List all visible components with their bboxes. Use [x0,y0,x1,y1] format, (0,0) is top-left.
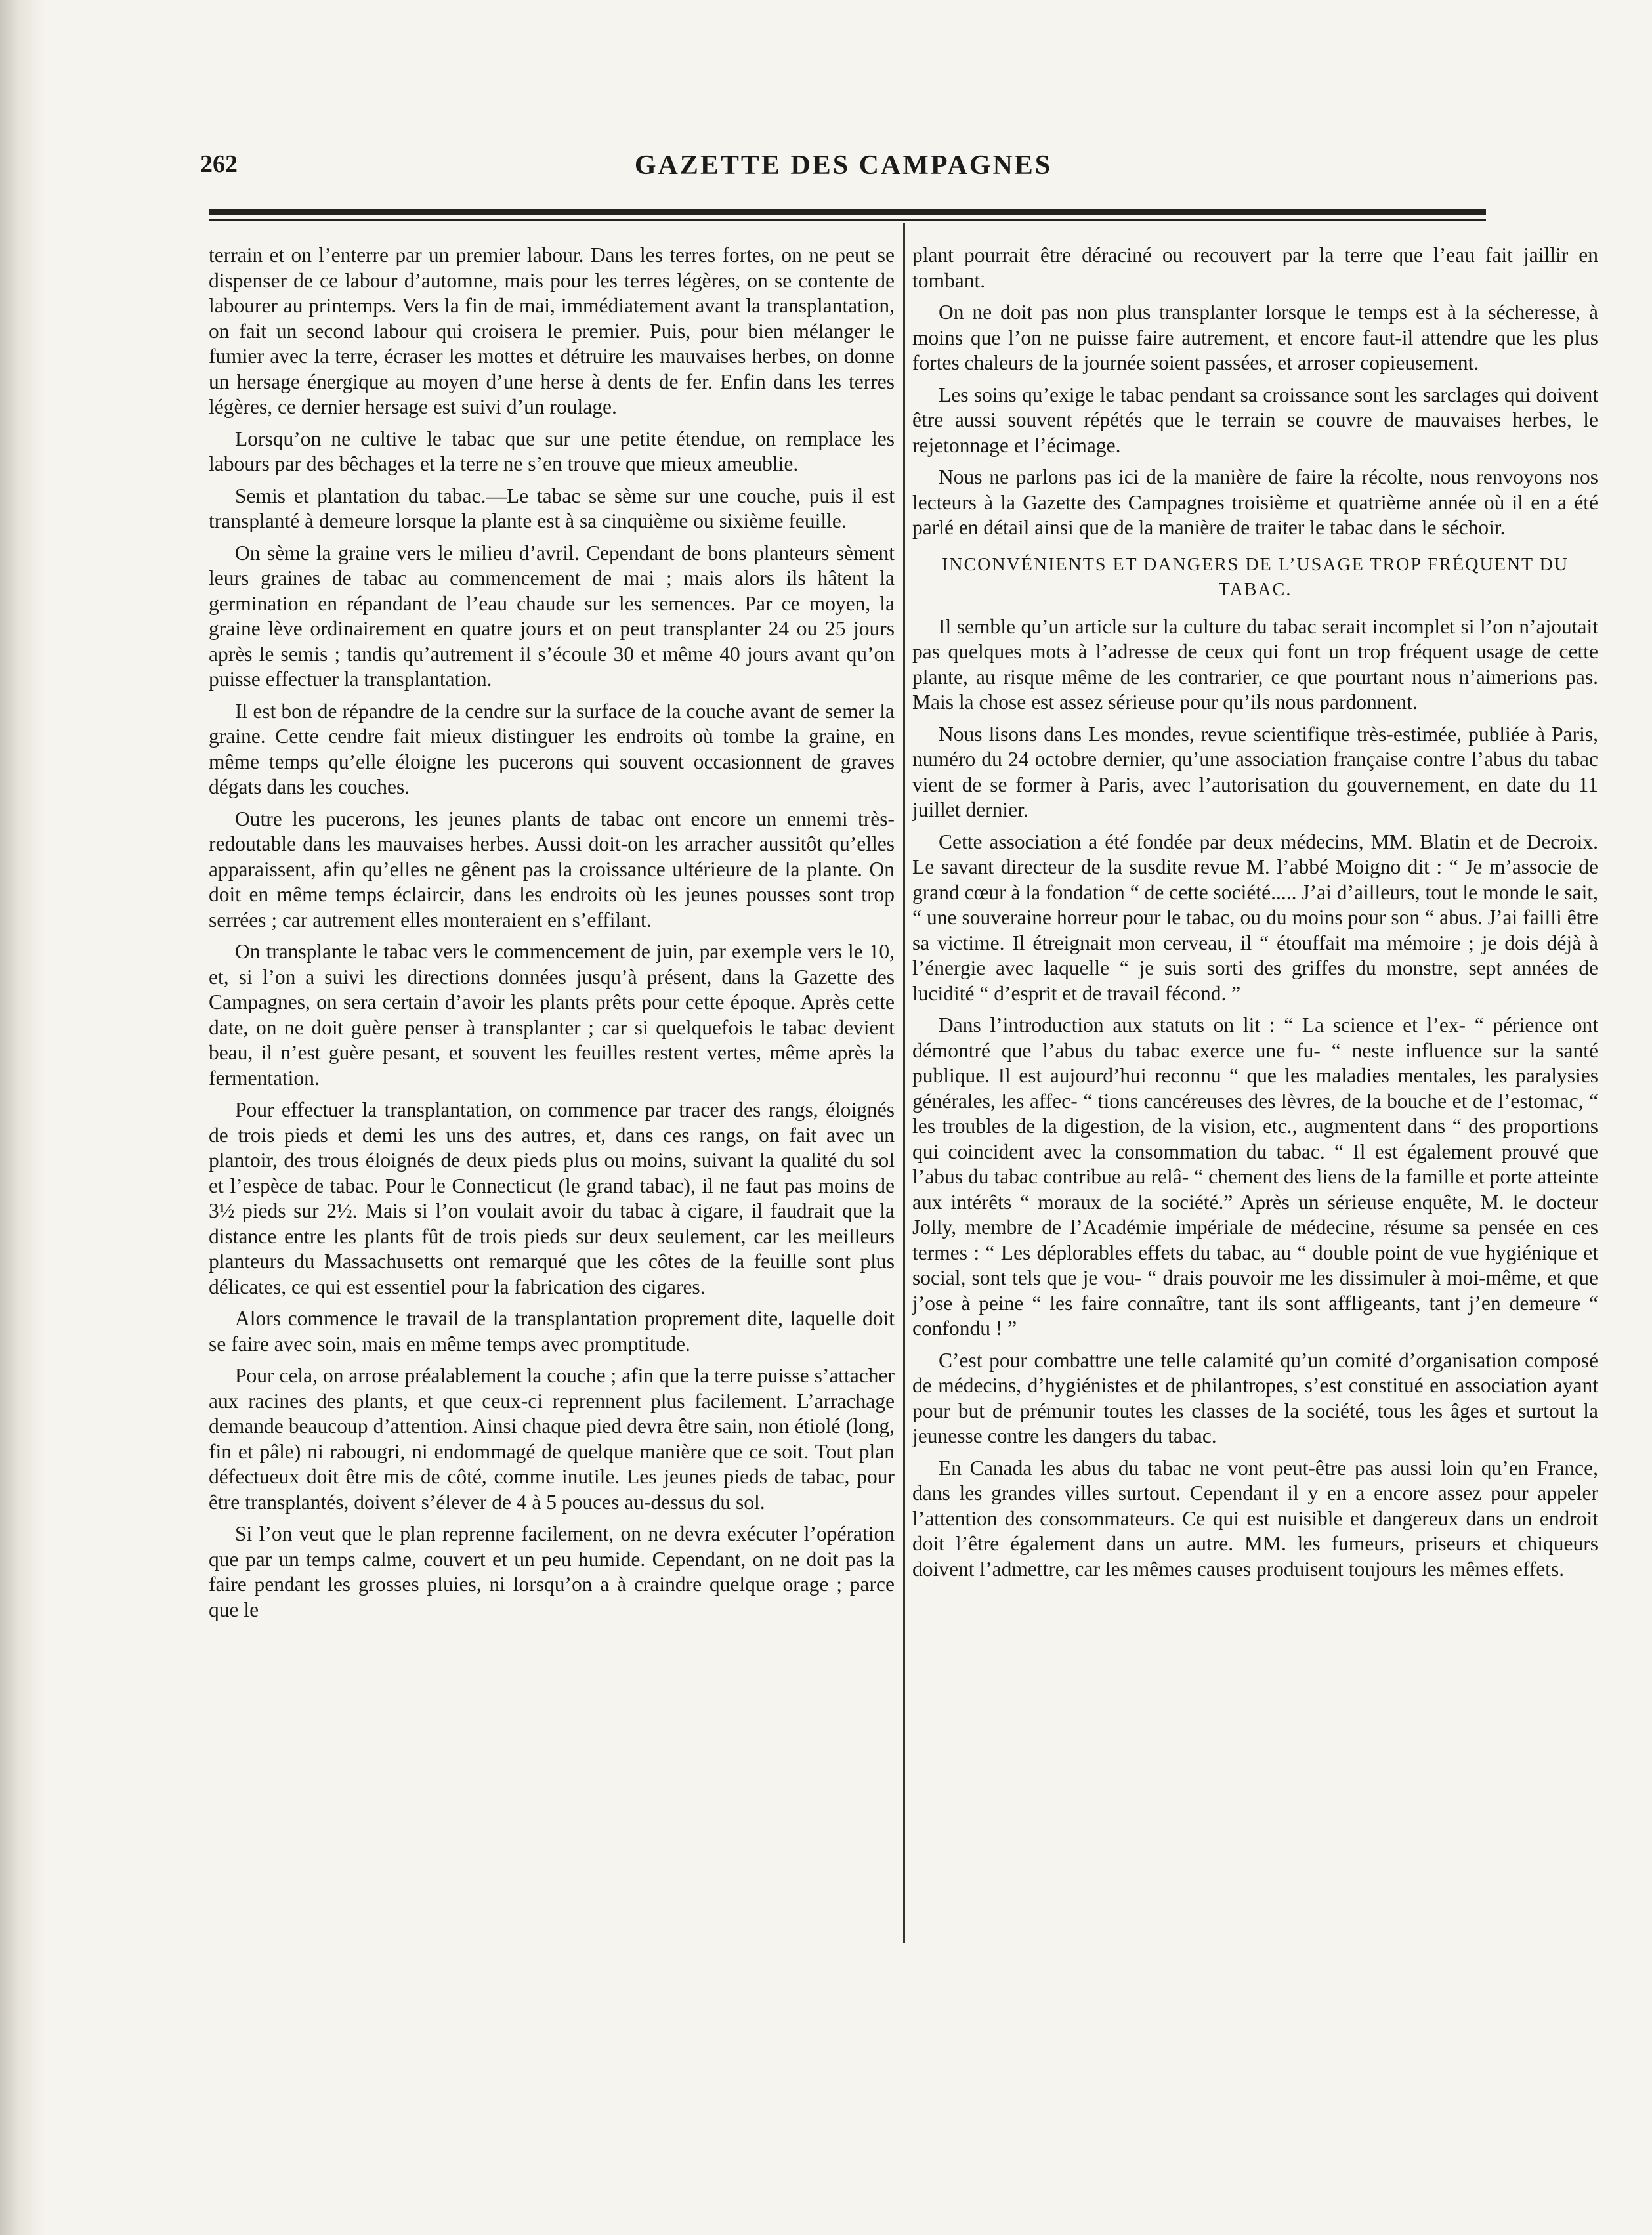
paragraph: terrain et on l’enterre par un premier labour. Dans les terres fortes, on ne peut se dispenser de ce labour d’automne, mais pour les terres légères, on se contente de labourer au printemps. Vers la fin de mai, immédiatement avant la transplantation, on fait un second labour qui croisera le premier. Puis, pour bien mélanger le fumier avec la terre, écraser les mottes et détruire les mauvaises herbes, on donne un hersage énergique au moyen d’une herse à dents de fer. Enfin dans les terres légères, ce dernier hersage est suivi d’un roulage. [209,244,895,418]
paragraph: En Canada les abus du tabac ne vont peut-être pas aussi loin qu’en France, dans les grandes villes surtout. Cependant il y en a encore assez pour appeler l’attention des consommateurs. Ce qui est nuisible et dangereux dans un endroit doit l’être également dans un autre. MM. les fumeurs, priseurs et chiqueurs doivent l’admettre, car les mêmes causes produisent toujours les mêmes effets. [912,1456,1598,1581]
paragraph: Nous ne parlons pas ici de la manière de faire la récolte, nous renvoyons nos lecteurs à la Gazette des Campagnes troisième et quatrième année où il en a été parlé en détail ainsi que de la manière de traiter le tabac dans le séchoir. [912,465,1598,539]
header-rule-thin [209,219,1486,221]
paragraph: Pour effectuer la transplantation, on commence par tracer des rangs, éloignés de trois pieds et demi les uns des autres, et, dans ces rangs, on fait avec un plantoir, des trous éloignés de deux pieds plus ou moins, suivant la qualité du sol et l’espèce de tabac. Pour le Connecticut (le grand tabac), il ne faut pas moins de 3½ pieds sur 2½. Mais si l’on voulait avoir du tabac à cigare, il faudrait que la distance entre les plants fût de trois pieds sur deux seulement, car les meilleurs planteurs du Massachusetts ont remarqué que les côtes de la feuille sont plus délicates, ce qui est essentiel pour la fabrication des cigares. [209,1098,895,1298]
paragraph: Outre les pucerons, les jeunes plants de tabac ont encore un ennemi très-redoutable dans les mauvaises herbes. Aussi doit-on les arracher aussitôt qu’elles apparaissent, afin qu’elles ne gênent pas la croissance ultérieure de la plante. On doit en même temps éclaircir, dans les endroits où les jeunes pousses sont trop serrées ; car autrement elles monteraient en s’effilant. [209,807,895,931]
paragraph: plant pourrait être déraciné ou recouvert par la terre que l’eau fait jaillir en tombant. [912,244,1598,292]
scan-edge [0,0,46,2235]
paragraph: Nous lisons dans Les mondes, revue scientifique très-estimée, publiée à Paris, numéro du 24 octobre dernier, qu’une association française contre l’abus du tabac vient de se former à Paris, avec l’autorisation du gouvernement, en date du 11 juillet dernier. [912,722,1598,821]
paragraph: Dans l’introduction aux statuts on lit : “ La science et l’ex- “ périence ont démontré que l’abus du tabac exerce une fu- “ neste influence sur la santé publique. Il est aujourd’hui reconnu “ que les maladies mentales, les paralysies générales, les affec- “ tions cancéreuses des lèvres, de la bouche et de l’estomac, “ les troubles de la digestion, de la vision, etc., augmentent dans “ des proportions qui coincident avec la consommation du tabac. “ Il est également prouvé que l’abus du tabac contribue au relâ- “ chement des liens de la famille et porte atteinte aux intérêts “ moraux de la société.” Après un sérieuse enquête, M. le docteur Jolly, membre de l’Académie impériale de médecine, résume sa pensée en ces termes : “ Les déplorables effets du tabac, au “ double point de vue hygiénique et social, sont tels que je vou- “ drais pouvoir me les dissimuler à moi-même, et que j’ose à peine “ les faire connaître, tant ils sont affligeants, tant j’en demeure “ confondu ! ” [912,1013,1598,1340]
journal-title: GAZETTE DES CAMPAGNES [634,150,1053,181]
paragraph: On transplante le tabac vers le commencement de juin, par exemple vers le 10, et, si l’on a suivi les directions données jusqu’à présent, dans la Gazette des Campagnes, on sera certain d’avoir les plants prêts pour cette époque. Après cette date, on ne doit guère penser à transplanter ; car si quelquefois le tabac devient beau, il n’est guère pesant, et souvent les feuilles restent vertes, même après la fermentation. [209,940,895,1090]
paragraph: Lorsqu’on ne cultive le tabac que sur une petite étendue, on remplace les labours par des bêchages et la terre ne s’en trouve que mieux ameublie. [209,427,895,475]
paragraph: Semis et plantation du tabac.—Le tabac se sème sur une couche, puis il est transplanté à demeure lorsque la plante est à sa cinquième ou sixième feuille. [209,484,895,532]
paragraph: Pour cela, on arrose préalablement la couche ; afin que la terre puisse s’attacher aux racines des plants, et que ceux-ci reprennent plus facilement. L’arrachage demande beaucoup d’attention. Ainsi chaque pied devra être sain, non étiolé (long, fin et pâle) ni rabougri, ni endommagé de quelque manière que ce soit. Tout plan défectueux doit être mis de côté, comme inutile. Les jeunes pieds de tabac, pour être transplantés, doivent s’élever de 4 à 5 pouces au-dessus du sol. [209,1364,895,1514]
page-number: 262 [200,150,238,178]
paragraph: C’est pour combattre une telle calamité qu’un comité d’organisation composé de médecins, d’hygiénistes et de philantropes, s’est constitué en association ayant pour but de prémunir toutes les classes de la société, tous les âges et surtout la jeunesse contre les dangers du tabac. [912,1348,1598,1447]
column-divider [903,223,905,1943]
left-column [209,243,895,1629]
paragraph: Il semble qu’un article sur la culture du tabac serait incomplet si l’on n’ajoutait pas quelques mots à l’adresse de ceux qui font un trop fréquent usage de cette plante, au risque même de les contrarier, ce que pourtant nous n’aimerions pas. Mais la chose est assez sérieuse pour qu’ils nous pardonnent. [912,614,1598,713]
paragraph: On sème la graine vers le milieu d’avril. Cependant de bons planteurs sèment leurs graines de tabac au commencement de mai ; mais alors ils hâtent la germination en répandant de l’eau chaude sur les semences. Par ce moyen, la graine lève ordinairement en quatre jours et on peut transplanter 24 ou 25 jours après le semis ; tandis qu’autrement il s’écoule 30 et même 40 jours avant qu’on puisse effectuer la transplantation. [209,541,895,691]
paragraph: Alors commence le travail de la transplantation proprement dite, laquelle doit se faire avec soin, mais en même temps avec promptitude. [209,1307,895,1355]
section-title: INCONVÉNIENTS ET DANGERS DE L’USAGE TROP FRÉQUENT DU TABAC. [941,554,1569,600]
page-header [200,150,1487,189]
paragraph: Cette association a été fondée par deux médecins, MM. Blatin et de Decroix. Le savant directeur de la susdite revue M. l’abbé Moigno dit : “ Je m’associe de grand cœur à la fondation “ de cette société..... J’ai d’ailleurs, tout le monde le sait, “ une souveraine horreur pour le tabac, ou du moins pour son “ abus. J’ai failli être sa victime. Il étreignait mon cerveau, il “ étouffait ma mémoire ; je dois déjà à l’énergie avec laquelle “ je suis sorti des griffes du monstre, sept années de lucidité “ d’esprit et de travail fécond. ” [912,830,1598,1005]
right-column [912,243,1598,1588]
paragraph: Si l’on veut que le plan reprenne facilement, on ne devra exécuter l’opération que par un temps calme, couvert et un peu humide. Cependant, on ne doit pas la faire pendant les grosses pluies, ni lorsqu’on a à craindre quelque orage ; parce que le [209,1522,895,1621]
paragraph: On ne doit pas non plus transplanter lorsque le temps est à la sécheresse, à moins que l’on ne puisse faire autrement, et encore faut-il attendre que les plus fortes chaleurs de la journée soient passées, et arroser copieusement. [912,301,1598,374]
paragraph: Les soins qu’exige le tabac pendant sa croissance sont les sarclages qui doivent être aussi souvent répétés que le terrain se couvre de mauvaises herbes, le rejetonnage et l’écimage. [912,383,1598,457]
header-rule-thick [209,209,1486,215]
paragraph: Il est bon de répandre de la cendre sur la surface de la couche avant de semer la graine. Cette cendre fait mieux distinguer les endroits où tombe la graine, en même temps qu’elle éloigne les pucerons qui souvent occasionnent de graves dégats dans les couches. [209,699,895,798]
